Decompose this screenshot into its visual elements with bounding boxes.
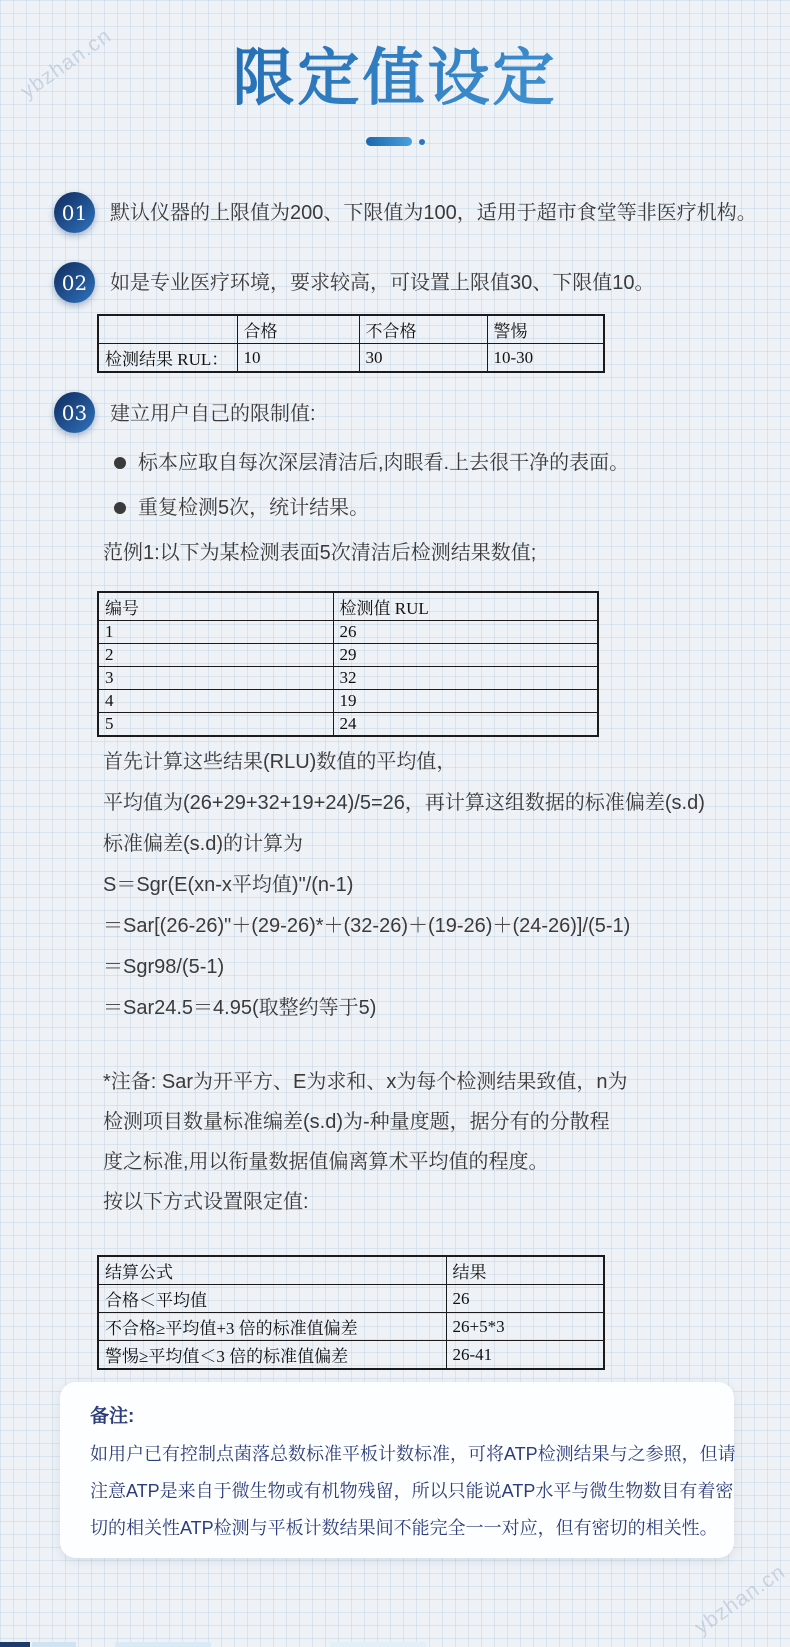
table-row — [98, 1341, 604, 1370]
formula-cell-expression: 不合格≥平均值+3 倍的标准值偏差 — [98, 1313, 446, 1341]
results-cell-id: 1 — [98, 621, 333, 644]
calc-line: 标准偏差(s.d)的计算为 — [103, 833, 303, 855]
note-line: 检测项目数量标准编差(s.d)为-种量度题，据分有的分散程 — [103, 1111, 610, 1133]
bullet-item-2 — [114, 495, 369, 521]
step-number-02: 02 — [61, 270, 88, 295]
example-label: 范例1:以下为某检测表面5次清洁后检测结果数值; — [103, 542, 537, 564]
formula-cell-expression: 警惕≥平均值＜3 倍的标准值偏差 — [98, 1341, 446, 1370]
bullet-text-1: 标本应取自每次深层清洁后,肉眼看.上去很干净的表面。 — [138, 452, 630, 474]
results-cell-id: 3 — [98, 667, 333, 690]
table-row — [98, 667, 598, 690]
table-row — [98, 713, 598, 737]
limits-table-header-row — [98, 315, 604, 344]
calc-line: ＝Sar[(26-26)"＋(29-26)*＋(32-26)＋(19-26)＋(24-26)]/(5-1) — [103, 915, 631, 937]
calc-line: ＝Sgr98/(5-1) — [103, 956, 225, 978]
table-row — [98, 644, 598, 667]
results-cell-id: 4 — [98, 690, 333, 713]
limits-value-fail: 30 — [359, 344, 487, 373]
remark-line: 如用户已有控制点菌落总数标准平板计数标准，可将ATP检测结果与之参照，但请 — [90, 1444, 736, 1464]
remark-line: 注意ATP是来自于微生物或有机物残留，所以只能说ATP水平与微生物数目有着密 — [90, 1481, 734, 1501]
limits-header-caution: 警惕 — [487, 315, 604, 344]
formula-cell-result: 26-41 — [446, 1341, 604, 1370]
step-badge-01 — [54, 192, 95, 233]
step-badge-03 — [54, 392, 95, 433]
table-row — [98, 1313, 604, 1341]
results-cell-id: 5 — [98, 713, 333, 737]
results-table — [97, 591, 599, 737]
bullet-dot-icon — [114, 502, 126, 514]
remark-title: 备注: — [90, 1406, 135, 1427]
title-divider — [0, 137, 790, 146]
results-table-header-row — [98, 592, 598, 621]
table-row — [98, 690, 598, 713]
results-cell-value: 19 — [333, 690, 598, 713]
footer-lightblue-block — [115, 1642, 211, 1647]
limits-header-pass: 合格 — [237, 315, 359, 344]
results-cell-value: 26 — [333, 621, 598, 644]
note-line: *注备: Sar为开平方、E为求和、x为每个检测结果致值，n为 — [103, 1071, 628, 1093]
limits-table-data-row — [98, 344, 604, 373]
divider-bar-icon — [366, 137, 412, 146]
step-badge-02 — [54, 262, 95, 303]
limits-row-label: 检测结果 RUL： — [98, 344, 237, 373]
formula-table-header-row — [98, 1256, 604, 1285]
footer-lightblue-block — [330, 1642, 426, 1647]
step-text-02: 如是专业医疗环境，要求较高，可设置上限值30、下限值10。 — [110, 272, 655, 294]
table-row — [98, 1285, 604, 1313]
results-cell-id: 2 — [98, 644, 333, 667]
annotation-paragraph — [103, 1062, 627, 1222]
formula-header-result: 结果 — [446, 1256, 604, 1285]
cutoff-footer-strip — [0, 1642, 790, 1647]
note-line: 度之标准,用以衔量数据值偏离算术平均值的程度。 — [103, 1151, 549, 1173]
formula-cell-result: 26 — [446, 1285, 604, 1313]
step-number-03: 03 — [61, 400, 88, 425]
note-line: 按以下方式设置限定值: — [103, 1191, 309, 1213]
results-cell-value: 24 — [333, 713, 598, 737]
bullet-item-1 — [114, 450, 629, 476]
formula-header-expression: 结算公式 — [98, 1256, 446, 1285]
footer-lightblue-block — [32, 1642, 76, 1647]
limits-table — [97, 314, 605, 373]
results-header-id: 编号 — [98, 592, 333, 621]
page-title: 限定值设定 — [0, 28, 790, 117]
calculation-paragraph — [103, 742, 705, 1029]
limits-value-caution: 10-30 — [487, 344, 604, 373]
step-number-01: 01 — [61, 200, 88, 225]
remark-body — [90, 1436, 736, 1547]
bullet-dot-icon — [114, 457, 126, 469]
watermark-bottom-right: ybzhan.cn — [690, 1560, 790, 1640]
limits-value-pass: 10 — [237, 344, 359, 373]
results-cell-value: 32 — [333, 667, 598, 690]
divider-dot-icon — [419, 139, 425, 145]
formula-table — [97, 1255, 605, 1370]
calc-line: ＝Sar24.5＝4.95(取整约等于5) — [103, 997, 377, 1019]
calc-line: 平均值为(26+29+32+19+24)/5=26，再计算这组数据的标准偏差(s.d) — [103, 792, 705, 814]
results-header-value: 检测值 RUL — [333, 592, 598, 621]
remark-card — [60, 1382, 734, 1558]
footer-navy-block — [0, 1642, 30, 1647]
formula-cell-result: 26+5*3 — [446, 1313, 604, 1341]
calc-line: S＝Sgr(E(xn-x平均值)"/(n-1) — [103, 874, 354, 896]
calc-line: 首先计算这些结果(RLU)数值的平均值， — [103, 751, 457, 773]
remark-line: 切的相关性ATP检测与平板计数结果间不能完全一一对应，但有密切的相关性。 — [90, 1518, 718, 1538]
bullet-text-2: 重复检测5次，统计结果。 — [138, 497, 370, 519]
step-text-01: 默认仪器的上限值为200、下限值为100，适用于超市食堂等非医疗机构。 — [110, 202, 757, 224]
formula-cell-expression: 合格＜平均值 — [98, 1285, 446, 1313]
limits-header-fail: 不合格 — [359, 315, 487, 344]
limits-header-empty — [98, 315, 237, 344]
step-text-03: 建立用户自己的限制值: — [110, 403, 316, 425]
results-cell-value: 29 — [333, 644, 598, 667]
table-row — [98, 621, 598, 644]
